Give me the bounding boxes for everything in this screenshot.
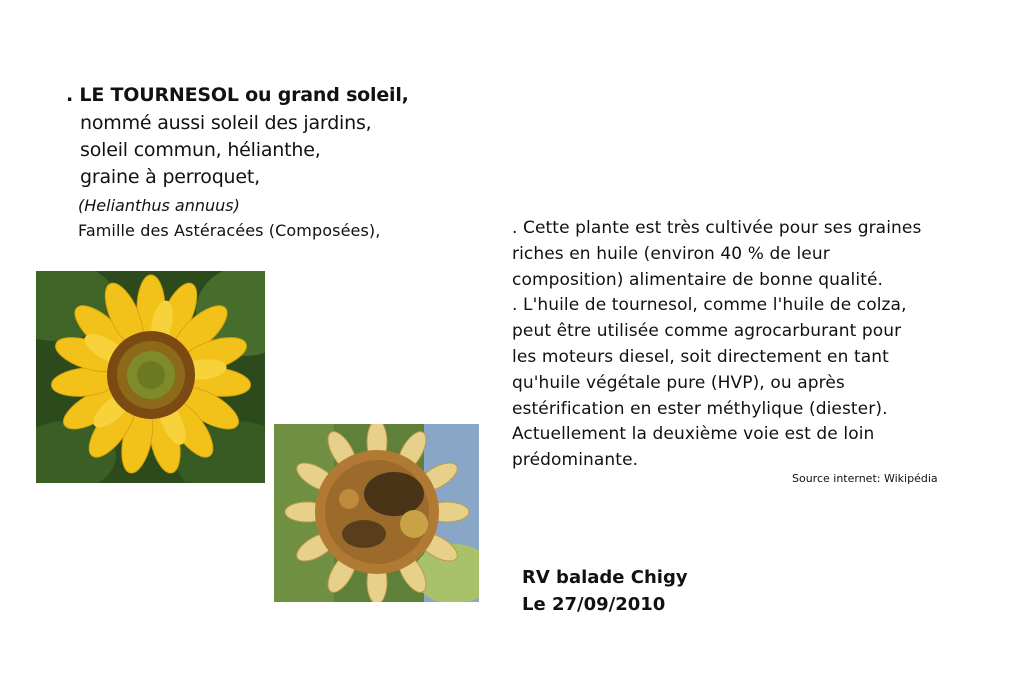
event-info — [522, 564, 688, 618]
heading-line: soleil commun, hélianthe, — [80, 139, 321, 161]
event-title: RV balade Chigy — [522, 567, 688, 588]
sunflower-bloom-photo — [36, 271, 265, 483]
description-line: . L'huile de tournesol, comme l'huile de colza, — [512, 295, 907, 316]
description-line: peut être utilisée comme agrocarburant pour — [512, 321, 902, 342]
description-line: les moteurs diesel, soit directement en tant — [512, 346, 889, 367]
heading-line: nommé aussi soleil des jardins, — [80, 112, 372, 134]
sunflower-seedhead-photo — [274, 424, 479, 602]
heading-line: graine à perroquet, — [80, 166, 260, 188]
event-date: Le 27/09/2010 — [522, 594, 666, 615]
description-line: riches en huile (environ 40 % de leur — [512, 243, 830, 264]
description-line: prédominante. — [512, 450, 639, 471]
source-credit: Source internet: Wikipédia — [792, 472, 938, 485]
description-line: qu'huile végétale pure (HVP), ou après — [512, 372, 845, 393]
description-line: . Cette plante est très cultivée pour ses graines — [512, 218, 922, 238]
heading-lines — [80, 110, 372, 191]
description-line: Actuellement la deuxième voie est de loin — [512, 424, 875, 445]
description-line: composition) alimentaire de bonne qualité. — [512, 269, 884, 290]
description-text — [512, 216, 972, 474]
description-line: estérification en ester méthylique (diester). — [512, 398, 888, 419]
latin-name: (Helianthus annuus) — [78, 196, 240, 215]
heading-title: . LE TOURNESOL ou grand soleil, — [66, 84, 409, 106]
family-name: Famille des Astéracées (Composées), — [78, 221, 381, 240]
